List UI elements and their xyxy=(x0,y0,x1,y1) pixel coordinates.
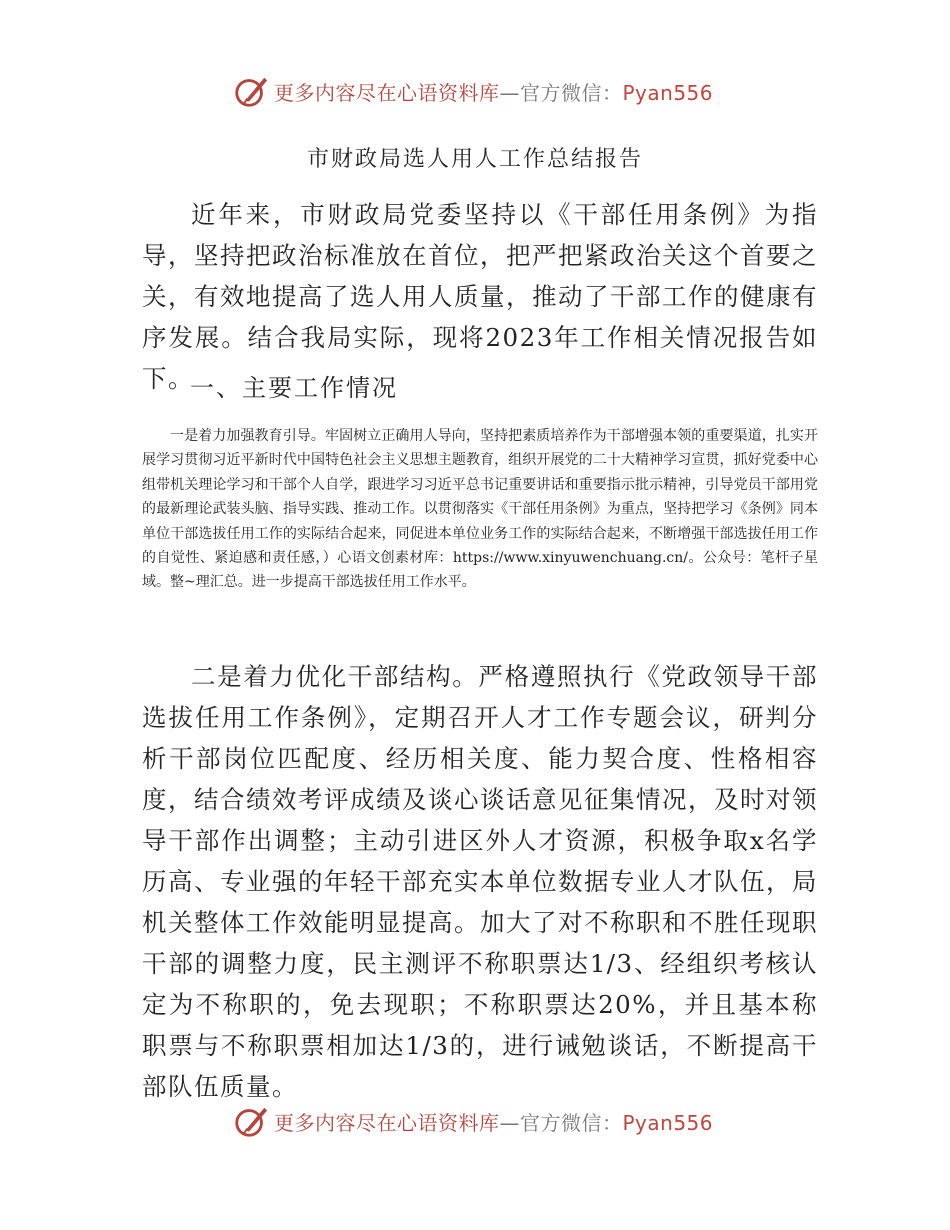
banner-text xyxy=(274,77,713,106)
quill-logo-icon xyxy=(232,72,270,110)
banner-slogan: 更多内容尽在心语资料库 xyxy=(274,80,500,105)
banner-dash: — xyxy=(499,80,520,105)
banner-wechat-handle: Pyan556 xyxy=(622,80,714,105)
paragraph-education: 一是着力加强教育引导。牢固树立正确用人导向，坚持把素质培养作为干部增强本领的重要渠道，扎实开展学习贯彻习近平新时代中国特色社会主义思想主题教育，组织开展党的二十大精神学习宣贯，抓好党委中心组带机关理论学习和干部个人自学，跟进学习习近平总书记重要讲话和重要指示批示精神，引导党员干部用党的最新理论武装头脑、指导实践、推动工作。以贯彻落实《干部任用条例》为重点，坚持把学习《条例》同本单位干部选拔任用工作的实际结合起来，同促进本单位业务工作的实际结合起来，不断增强干部选拔任用工作的自觉性、紧迫感和责任感，）心语文创素材库：https://www.xinyuwenchuang.cn/。公众号：笔杆子星域。整~理汇总。进一步提高干部选拔任用工作水平。 xyxy=(142,428,818,591)
banner-wechat-label: 官方微信： xyxy=(520,1110,623,1135)
section-heading: 一、主要工作情况 xyxy=(190,374,398,402)
quill-logo-icon xyxy=(232,1102,270,1140)
header-banner xyxy=(232,70,713,112)
intro-paragraph: 近年来，市财政局党委坚持以《干部任用条例》为指导，坚持把政治标准放在首位，把严把紧政治关这个首要之关，有效地提高了选人用人质量，推动了干部工作的健康有序发展。结合我局实际，现将2023年工作相关情况报告如下。 xyxy=(142,200,818,393)
banner-slogan: 更多内容尽在心语资料库 xyxy=(274,1110,500,1135)
banner-dash: — xyxy=(499,1110,520,1135)
banner-text xyxy=(274,1107,713,1136)
paragraph-structure: 二是着力优化干部结构。严格遵照执行《党政领导干部选拔任用工作条例》，定期召开人才工作专题会议，研判分析干部岗位匹配度、经历相关度、能力契合度、性格相容度，结合绩效考评成绩及谈心谈话意见征集情况，及时对领导干部作出调整；主动引进区外人才资源，积极争取x名学历高、专业强的年轻干部充实本单位数据专业人才队伍，局机关整体工作效能明显提高。加大了对不称职和不胜任现职干部的调整力度，民主测评不称职票达1/3、经组织考核认定为不称职的，免去现职；不称职票达20%，并且基本称职票与不称职票相加达1/3的，进行诫勉谈话，不断提高干部队伍质量。 xyxy=(142,662,818,1101)
banner-wechat-label: 官方微信： xyxy=(520,80,623,105)
footer-banner xyxy=(232,1100,713,1142)
banner-wechat-handle: Pyan556 xyxy=(622,1110,714,1135)
document-title: 市财政局选人用人工作总结报告 xyxy=(306,147,643,172)
